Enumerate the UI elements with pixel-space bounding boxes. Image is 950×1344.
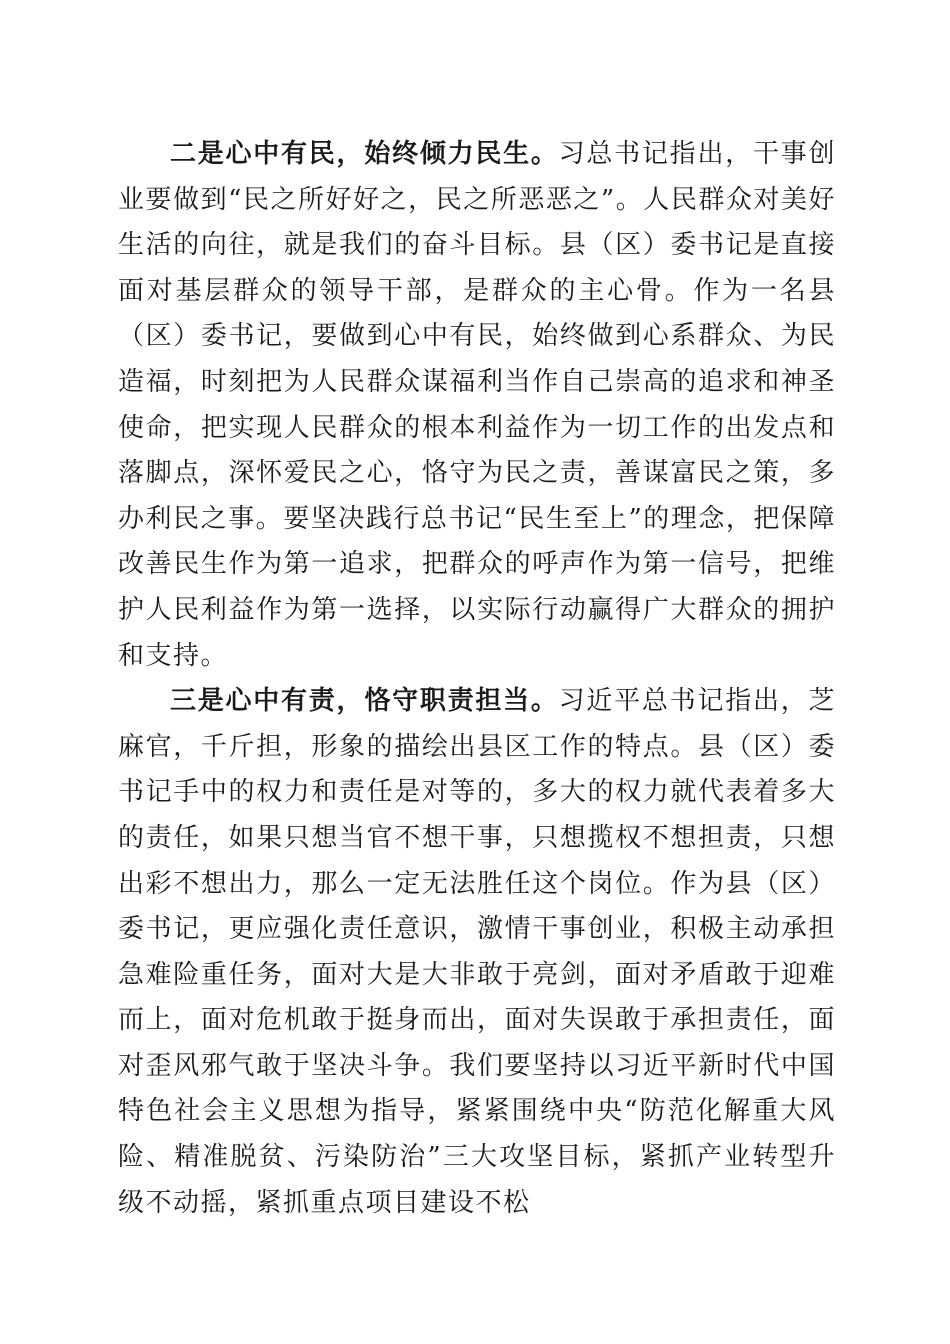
paragraph-lead: 二是心中有民，始终倾力民生。 xyxy=(170,139,559,169)
paragraph-body: 习近平总书记指出，芝麻官，千斤担，形象的描绘出县区工作的特点。县（区）委书记手中的权力和责任是对等的，多大的权力就代表着多大的责任，如果只想当官不想干事，只想揽权不想担责，只想出彩不想出力，那么一定无法胜任这个岗位。作为县（区）委书记，更应强化责任意识，激情干事创业，积极主动承担急难险重任务，面对大是大非敢于亮剑，面对矛盾敢于迎难而上，面对危机敢于挺身而出，面对失误敢于承担责任，面对歪风邪气敢于坚决斗争。我们要坚持以习近平新时代中国特色社会主义思想为指导，紧紧围绕中央“防范化解重大风险、精准脱贫、污染防治”三大攻坚目标，紧抓产业转型升级不动摇，紧抓重点项目建设不松 xyxy=(118,686,836,1218)
paragraph-people-livelihood xyxy=(118,132,836,679)
paragraph-body: 习总书记指出，干事创业要做到“民之所好好之，民之所恶恶之”。人民群众对美好生活的向往，就是我们的奋斗目标。县（区）委书记是直接面对基层群众的领导干部，是群众的主心骨。作为一名县（区）委书记，要做到心中有民，始终做到心系群众、为民造福，时刻把为人民群众谋福利当作自己崇高的追求和神圣使命，把实现人民群众的根本利益作为一切工作的出发点和落脚点，深怀爱民之心，恪守为民之责，善谋富民之策，多办利民之事。要坚决践行总书记“民生至上”的理念，把保障改善民生作为第一追求，把群众的呼声作为第一信号，把维护人民利益作为第一选择，以实际行动赢得广大群众的拥护和支持。 xyxy=(118,139,836,671)
paragraph-lead: 三是心中有责，恪守职责担当。 xyxy=(170,686,559,717)
paragraph-duty-responsibility xyxy=(118,679,836,1226)
document-page xyxy=(118,132,836,1226)
